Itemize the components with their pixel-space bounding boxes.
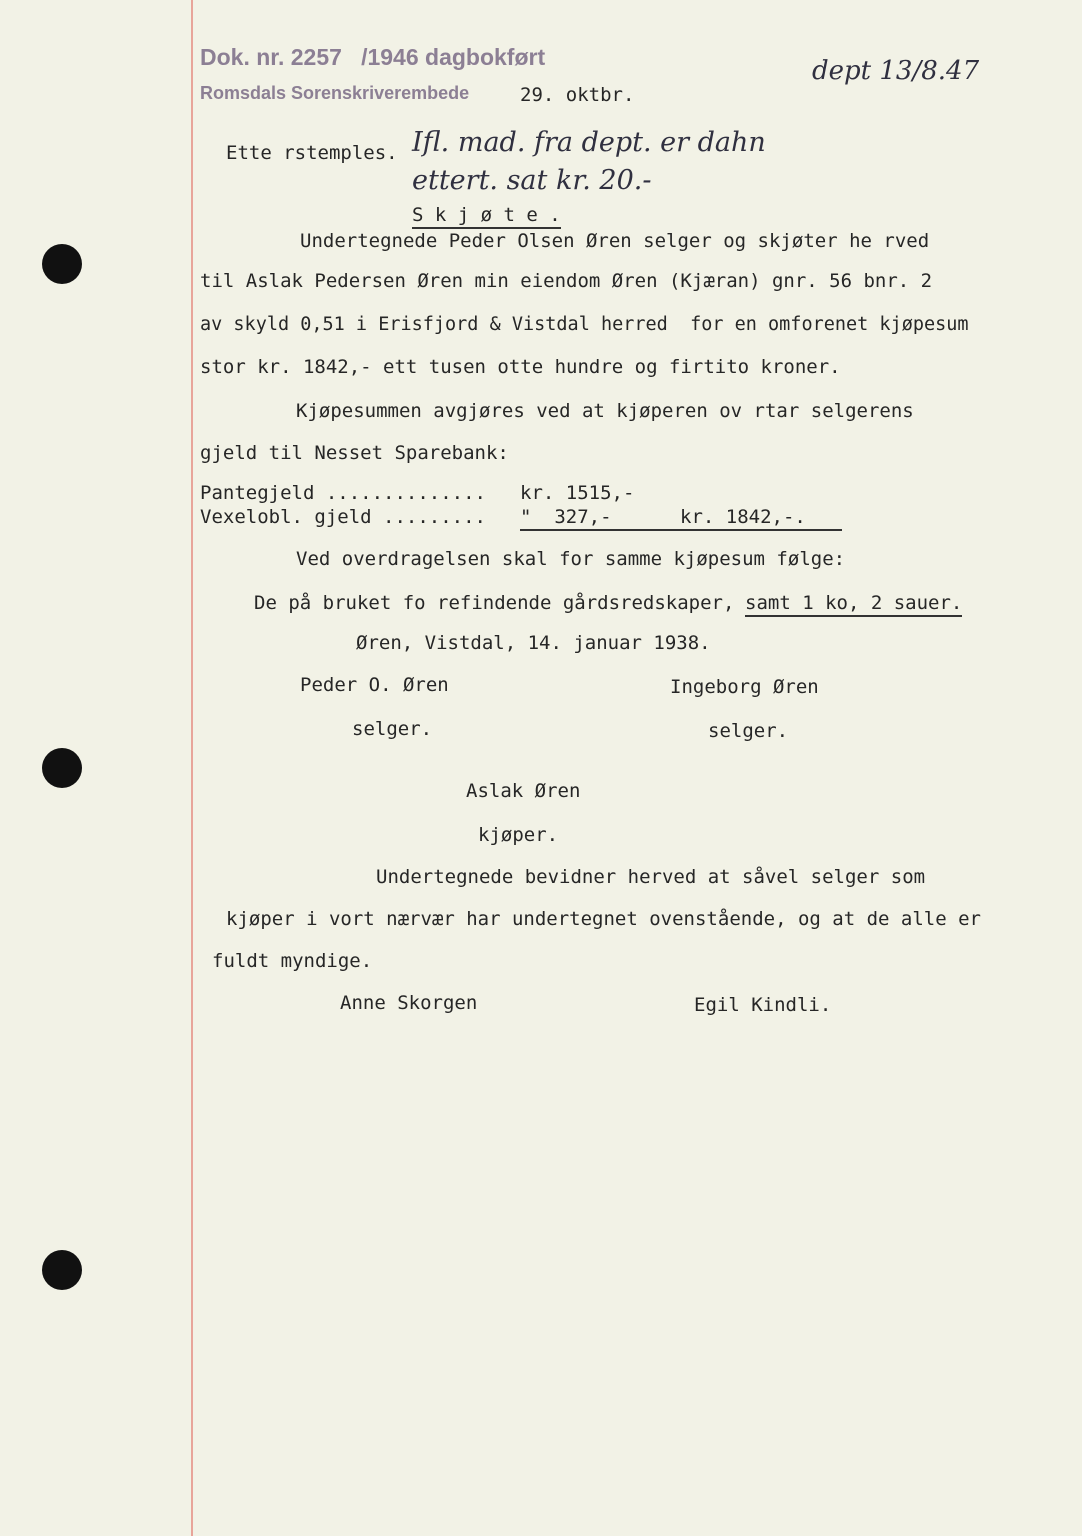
stamp-doc-number: Dok. nr. 2257 /1946 dagbokført [200,44,546,70]
paragraph-line: kjøper i vort nærvær har undertegnet ovenstående, og at de alle er [226,908,981,930]
paragraph-line: stor kr. 1842,- ett tusen otte hundre og firtito kroner. [200,356,841,378]
paragraph-line: De på bruket fo refindende gårdsredskaper, [254,592,735,614]
paragraph-line: Ved overdragelsen skal for samme kjøpesum følge: [296,548,846,570]
debt-total: kr. 1842,-. [680,506,806,528]
buyer-role: kjøper. [478,824,559,846]
debt-label: Vexelobl. gjeld ......... [200,506,486,528]
debt-amount: kr. 1515,- [520,482,635,504]
buyer-name: Aslak Øren [466,780,581,802]
place-date: Øren, Vistdal, 14. januar 1938. [356,632,711,654]
paragraph-line: fuldt myndige. [212,950,373,972]
registration-date: 29. oktbr. [520,84,635,106]
debt-label: Pantegjeld .............. [200,482,486,504]
handwritten-note-line1: Ifl. mad. fra dept. er dahn [412,127,766,158]
handwritten-note-line2: ettert. sat kr. 20.- [412,165,652,196]
margin-line [191,0,193,1536]
witness-name: Anne Skorgen [340,992,478,1014]
paragraph-line: av skyld 0,51 i Erisfjord & Vistdal herred for en omforenet kjøpesum [200,314,969,335]
paragraph-line: Undertegnede bevidner herved at såvel selger som [376,866,926,888]
document-title: S k j ø t e . [412,204,561,229]
paragraph-line: Kjøpesummen avgjøres ved at kjøperen ov rtar selgerens [296,400,914,422]
paragraph-line: til Aslak Pedersen Øren min eiendom Øren (Kjæran) gnr. 56 bnr. 2 [200,270,933,292]
seller-name: Peder O. Øren [300,674,449,696]
paragraph-line: gjeld til Nesset Sparebank: [200,442,509,464]
punch-hole-3 [42,1250,82,1290]
paragraph-line-underlined: samt 1 ko, 2 sauer. [745,592,962,617]
handwritten-dept-note: dept 13/8.47 [812,56,980,86]
seller-name: Ingeborg Øren [670,676,819,698]
debt-amount: " 327,- [520,506,842,531]
seller-role: selger. [708,720,789,742]
seller-role: selger. [352,718,433,740]
punch-hole-2 [42,748,82,788]
punch-hole-1 [42,244,82,284]
stamp-office: Romsdals Sorenskriverembede [200,83,470,103]
witness-name: Egil Kindli. [694,994,832,1016]
paragraph-line: Undertegnede Peder Olsen Øren selger og skjøter he rved [300,230,930,252]
ettestemples-label: Ette rstemples. [226,142,398,164]
